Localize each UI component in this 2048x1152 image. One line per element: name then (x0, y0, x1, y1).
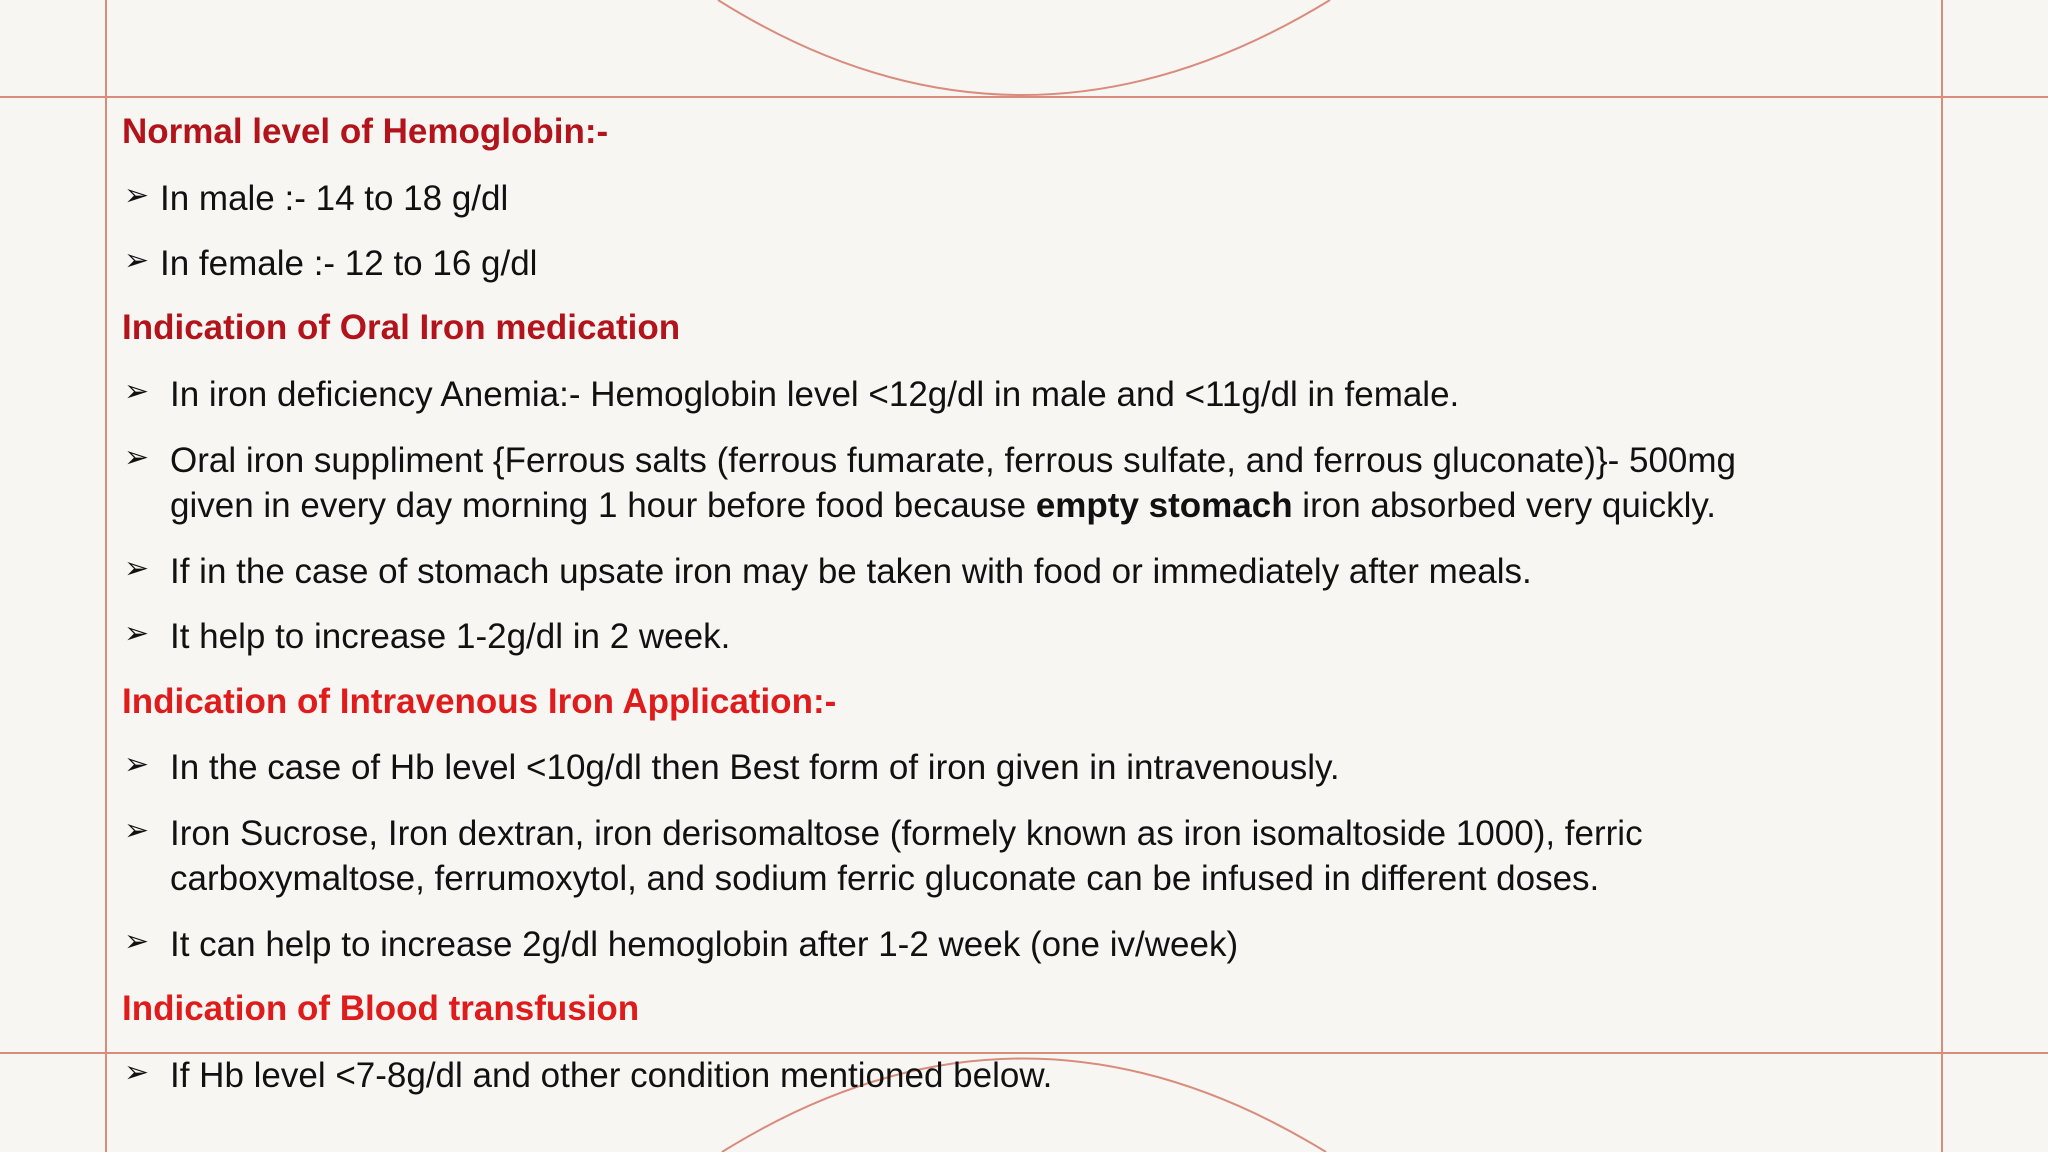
arrowhead-bullet-icon: ➢ (124, 925, 150, 958)
list-item-text: In the case of Hb level <10g/dl then Best form of iron given in intravenously. (170, 748, 1340, 787)
arrowhead-bullet-icon: ➢ (124, 748, 150, 781)
arrowhead-bullet-icon: ➢ (124, 441, 150, 474)
arrowhead-bullet-icon: ➢ (124, 1056, 150, 1089)
list-item-text: If in the case of stomach upsate iron may be taken with food or immediately after meals. (170, 552, 1532, 591)
arrowhead-bullet-icon: ➢ (124, 375, 150, 408)
list-item-text-line1: Oral iron suppliment {Ferrous salts (ferrous fumarate, ferrous sulfate, and ferrous gluconate)}- 500mg (170, 441, 1737, 480)
arrowhead-bullet-icon: ➢ (124, 814, 150, 847)
emphasis-text: empty stomach (1035, 486, 1293, 525)
heading-blood-transfusion: Indication of Blood transfusion (122, 989, 640, 1028)
list-item-text-segment: given in every day morning 1 hour before food because (170, 486, 1036, 525)
arrowhead-bullet-icon: ➢ (124, 179, 150, 212)
list-item-text-segment: iron absorbed very quickly. (1292, 486, 1717, 525)
list-item-text-line2 (170, 483, 1716, 529)
list-item-text: It help to increase 1-2g/dl in 2 week. (170, 617, 731, 656)
list-item-text-line1: Iron Sucrose, Iron dextran, iron derisomaltose (formely known as iron isomaltoside 1000), ferric (170, 814, 1643, 853)
list-item-text: In iron deficiency Anemia:- Hemoglobin level <12g/dl in male and <11g/dl in female. (170, 375, 1460, 414)
frame-arc-top (718, 0, 1330, 95)
arrowhead-bullet-icon: ➢ (124, 552, 150, 585)
list-item-text: It can help to increase 2g/dl hemoglobin after 1-2 week (one iv/week) (170, 925, 1239, 964)
heading-normal-hemoglobin: Normal level of Hemoglobin:- (122, 112, 609, 151)
arrowhead-bullet-icon: ➢ (124, 244, 150, 277)
list-item-text-line2: carboxymaltose, ferrumoxytol, and sodium ferric gluconate can be infused in different doses. (170, 859, 1600, 898)
list-item-text: In female :- 12 to 16 g/dl (160, 244, 538, 283)
heading-oral-iron: Indication of Oral Iron medication (122, 308, 681, 347)
arrowhead-bullet-icon: ➢ (124, 617, 150, 650)
heading-intravenous-iron: Indication of Intravenous Iron Application:- (122, 682, 837, 721)
list-item-text: If Hb level <7-8g/dl and other condition mentioned below. (170, 1056, 1053, 1095)
list-item-text: In male :- 14 to 18 g/dl (160, 179, 509, 218)
